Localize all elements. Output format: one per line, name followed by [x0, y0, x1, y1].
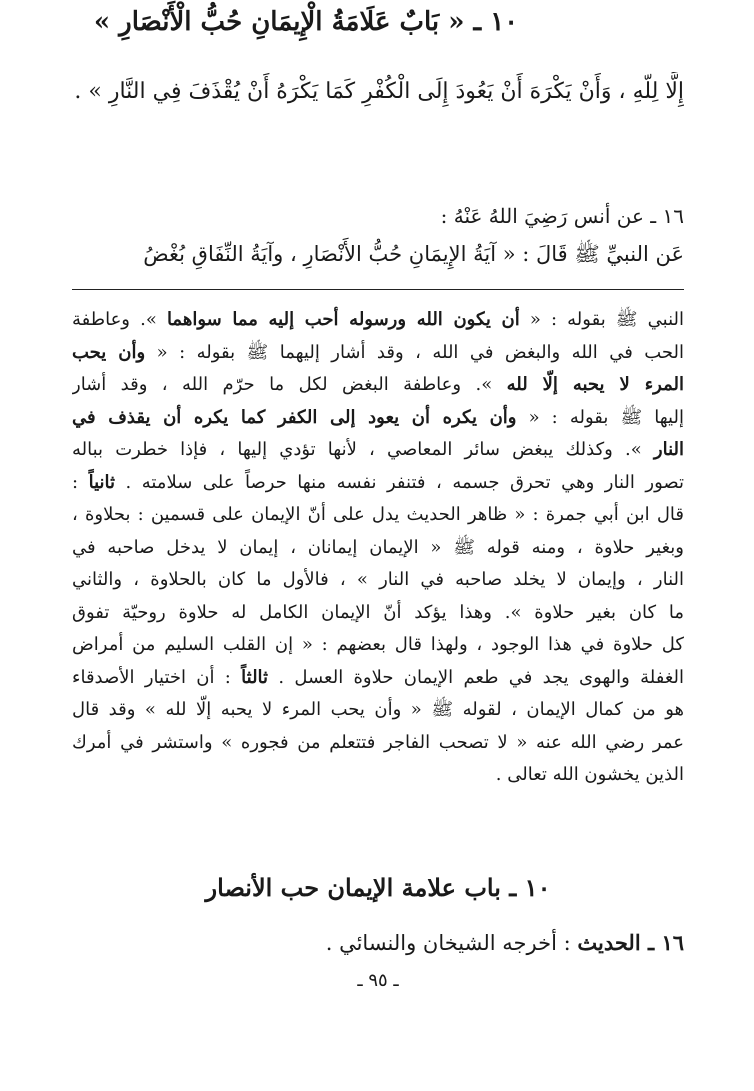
bold-marker: ثالثاً — [241, 666, 269, 688]
commentary-line: وبغير حلاوة ، ومنه قوله ﷺ « الإيمان إيمانان ، إيمان لا يدخل صاحبه في — [72, 536, 684, 558]
text-run: : — [72, 471, 89, 493]
text-run: إليها ﷺ بقوله : « — [516, 406, 684, 428]
hadith-continuation-line: إِلَّا لِلّهِ ، وَأَنْ يَكْرَهَ أَنْ يَعُودَ إِلَى الْكُفْرِ كَمَا يَكْرَهُ أَنْ يُقْذَفَ فِي النَّارِ » . — [74, 79, 684, 104]
bold-quote: وأن يحب — [72, 341, 146, 363]
text-run: ». وعاطفة — [72, 309, 167, 330]
page-number: ـ ٩٥ ـ — [357, 970, 399, 991]
text-run: النبي ﷺ بقوله : « — [519, 309, 684, 330]
chapter-heading: ١٠ ـ « بَابٌ عَلَامَةُ الْإِيمَانِ حُبُّ الْأَنْصَارِ » — [93, 7, 519, 37]
commentary-line — [72, 662, 684, 695]
commentary-line — [72, 337, 684, 370]
commentary-line: النار ، وإيمان لا يخلد صاحبه في النار » ، فالأول ما كان بالحلاوة ، والثاني — [72, 569, 684, 590]
commentary-line: كل حلاوة في هذا الوجود ، ولهذا قال بعضهم : « إن القلب السليم من أمراض — [72, 634, 684, 655]
bold-quote: المرء لا يحبه إلّا لله — [506, 374, 684, 395]
hadith-narrator-line: ١٦ ـ عن أنس رَضِيَ اللهُ عَنْهُ : — [440, 204, 684, 228]
text-run: : أن اختيار الأصدقاء — [72, 666, 242, 688]
commentary-line: قال ابن أبي جمرة : « ظاهر الحديث يدل على أنّ الإيمان على قسمين : بحلاوة ، — [72, 504, 684, 525]
text-run: الغفلة والهوى يجد في طعم الإيمان حلاوة العسل . — [268, 666, 684, 688]
text-run: الحب في الله والبغض في الله ، وقد أشار إليهما ﷺ بقوله : « — [145, 341, 684, 363]
text-run: تصور النار وهي تحرق جسمه ، فتنفر نفسه منها حرصاً على سلامته . — [115, 471, 684, 493]
bold-quote: النار — [653, 439, 684, 460]
commentary-line: الذين يخشون الله تعالى . — [495, 764, 684, 785]
commentary-line — [72, 304, 684, 337]
commentary-line: ما كان بغير حلاوة ». وهذا يؤكد أنّ الإيمان الكامل له حلاوة روحيّة تفوق — [72, 601, 684, 623]
text-run: ». وعاطفة البغض لكل ما حرّم الله ، وقد أشار — [72, 374, 507, 395]
note-label: ١٦ ـ الحديث — [577, 930, 684, 955]
commentary-line — [72, 434, 684, 467]
bold-quote: أن يكون الله ورسوله أحب إليه مما سواهما — [166, 309, 520, 330]
note-text: : أخرجه الشيخان والنسائي . — [325, 931, 578, 955]
hadith-source-note — [72, 924, 684, 962]
footnote-divider — [72, 289, 684, 290]
commentary-line — [72, 467, 684, 500]
commentary-line: هو من كمال الإيمان ، لقوله ﷺ « وأن يحب المرء لا يحبه إلّا لله » وقد قال — [72, 699, 684, 720]
bold-marker: ثانياً — [88, 471, 115, 493]
commentary-line — [72, 369, 684, 402]
text-run: ». وكذلك يبغض سائر المعاصي ، لأنها تؤدي إليها ، فإذا خطرت بباله — [72, 439, 654, 460]
hadith-text-line: عَن النبيِّ ﷺ قَالَ : « آيَةُ الإِيمَانِ حُبُّ الأَنْصَارِ ، وآيَةُ النِّفَاقِ بُغْضُ — [143, 242, 684, 266]
section-heading: ١٠ ـ باب علامة الإيمان حب الأنصار — [205, 873, 551, 902]
bold-quote: وأن يكره أن يعود إلى الكفر كما يكره أن يقذف في — [72, 406, 517, 428]
commentary-block — [72, 304, 684, 864]
commentary-line — [72, 402, 684, 435]
commentary-line: عمر رضي الله عنه « لا تصحب الفاجر فتتعلم من فجوره » واستشر في أمرك — [72, 731, 684, 753]
